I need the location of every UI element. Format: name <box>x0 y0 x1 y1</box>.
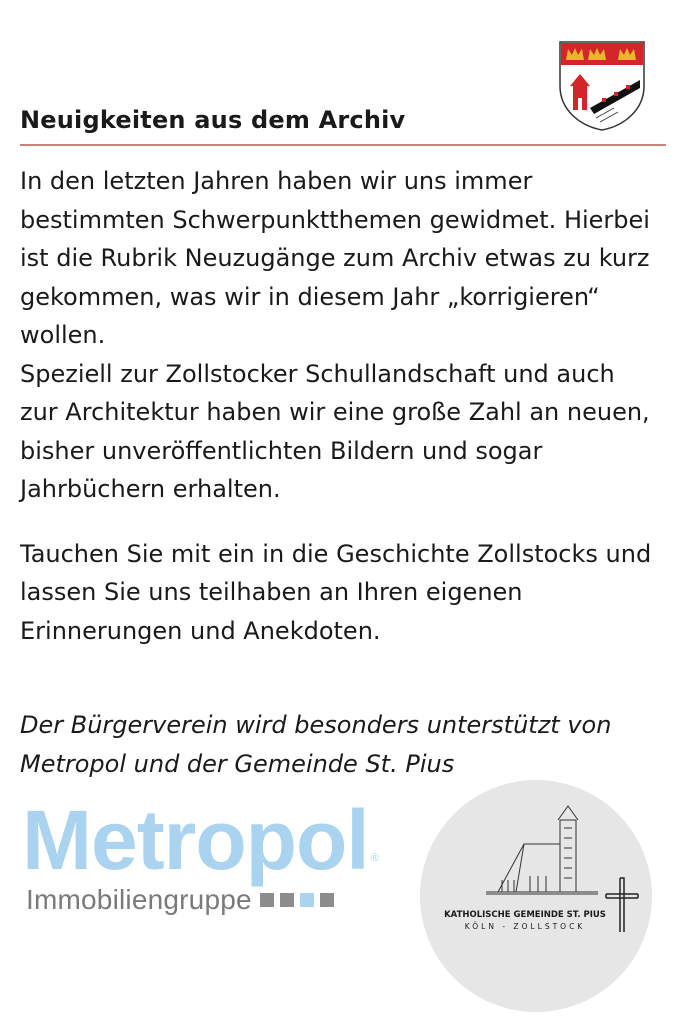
st-pius-logo <box>420 780 652 1012</box>
church-drawing-icon <box>420 780 652 1012</box>
paragraph-schullandschaft: Speziell zur Zollstocker Schullandschaft und auch zur Architektur haben wir eine große Zahl an neuen, bisher unveröffentlichten Bildern und sogar Jahrbüchern erhalten. <box>20 359 650 503</box>
pius-location: KÖLN - ZOLLSTOCK <box>464 922 586 931</box>
metropol-subtitle: Immobiliengruppe <box>26 884 252 915</box>
square-mark <box>260 893 274 907</box>
metropol-squares <box>260 893 334 907</box>
heading-divider <box>20 144 666 146</box>
square-mark <box>320 893 334 907</box>
square-mark <box>300 893 314 907</box>
article-body <box>20 162 660 650</box>
paragraph-neuzugaenge: In den letzten Jahren haben wir uns immer bestimmten Schwerpunktthemen gewidmet. Hierbei ist die Rubrik Neuzugänge zum Archiv etwas zu kurz gekommen, was wir in diesem Jahr „korrigieren“ wollen. <box>20 167 650 349</box>
paragraph-erinnerungen: Tauchen Sie mit ein in die Geschichte Zollstocks und lassen Sie uns teilhaben an Ihren eigenen Erinnerungen und Anekdoten. <box>20 539 652 645</box>
coat-of-arms-icon <box>556 40 648 132</box>
registered-mark: ® <box>370 852 379 864</box>
section-heading: Neuigkeiten aus dem Archiv <box>20 106 406 134</box>
pius-name: KATHOLISCHE GEMEINDE ST. PIUS <box>444 910 606 920</box>
metropol-logo <box>22 793 379 916</box>
metropol-wordmark: Metropol <box>22 793 369 887</box>
square-mark <box>280 893 294 907</box>
support-note: Der Bürgerverein wird besonders unterstützt von Metropol und der Gemeinde St. Pius <box>20 711 612 778</box>
